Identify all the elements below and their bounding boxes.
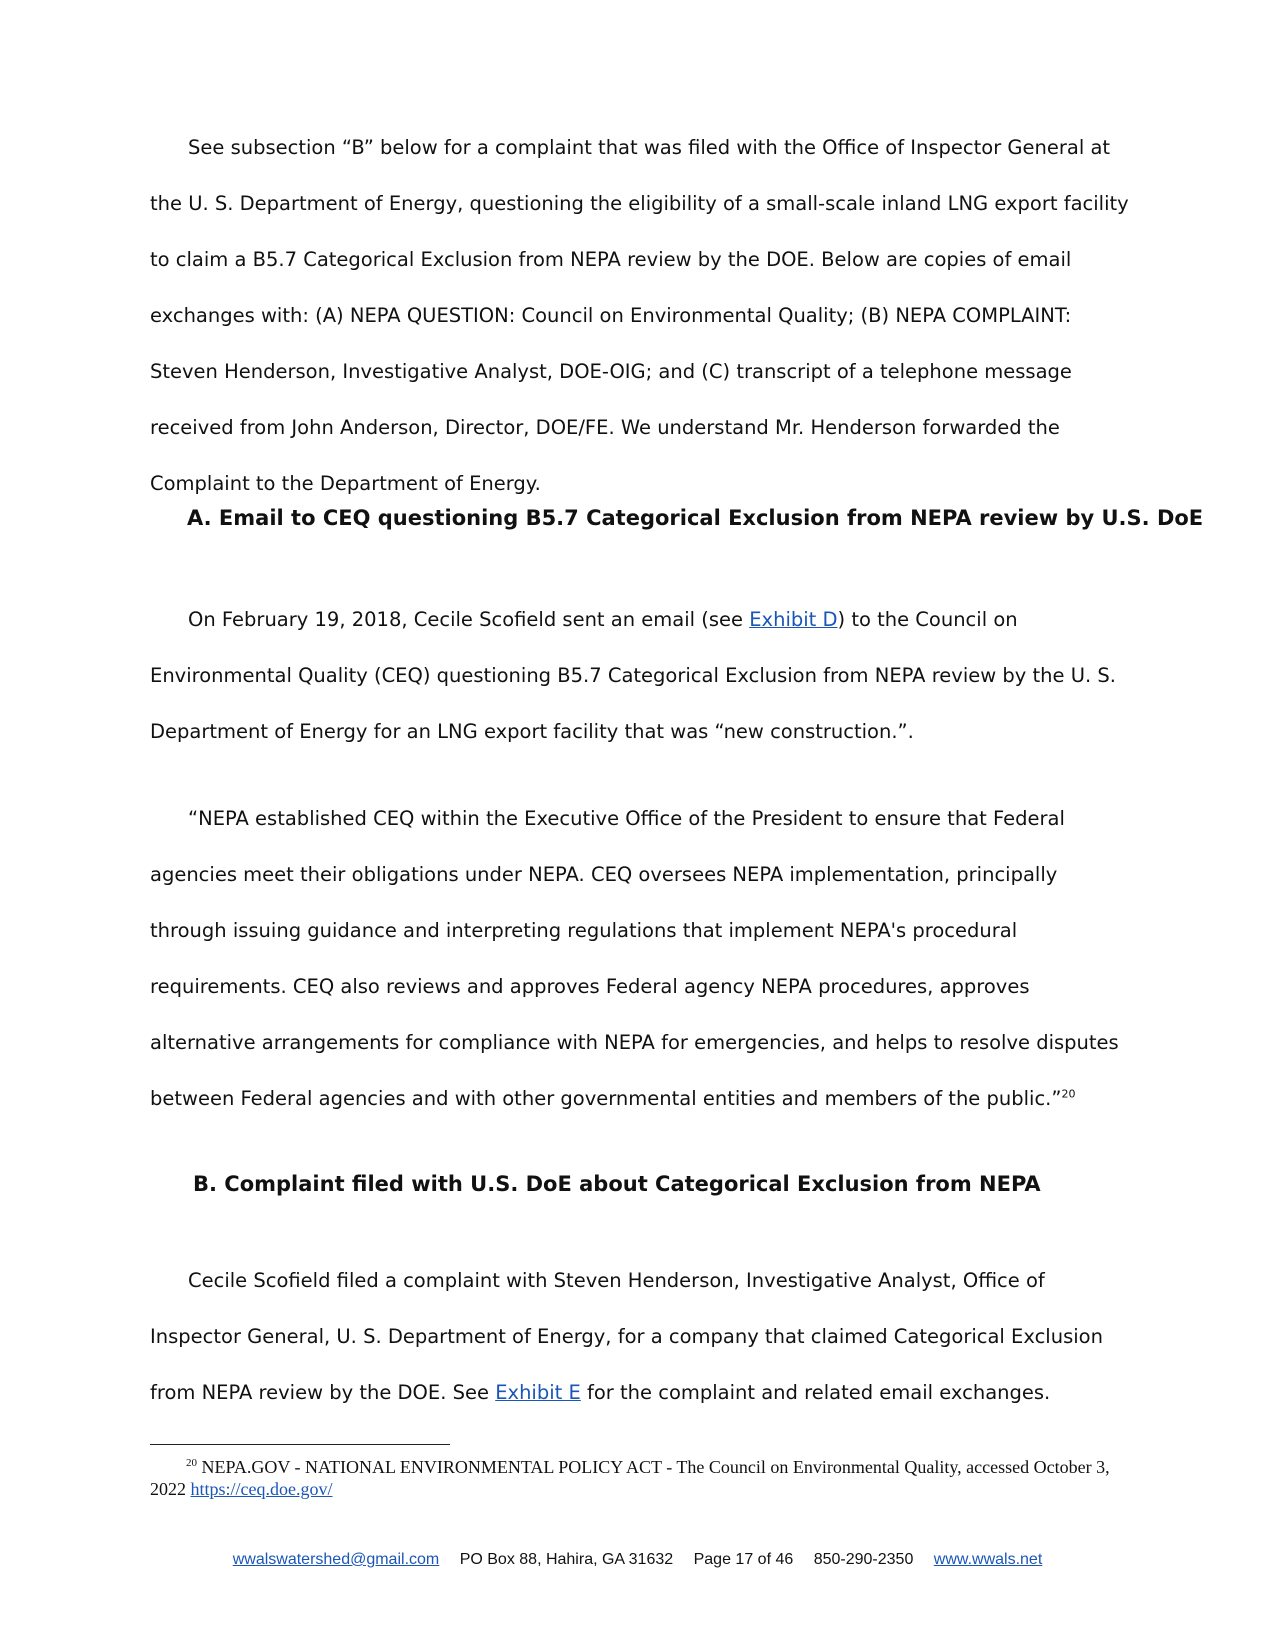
section-a-text-after: ) to the Council on Environmental Quality (CEQ) questioning B5.7 Categorical Exclusion from NEPA review by the U. S. Department of Energy for an LNG export facility that was “new construction.”. (150, 608, 1116, 743)
section-a-heading: A. Email to CEQ questioning B5.7 Categorical Exclusion from NEPA review by U.S. DoE (187, 506, 1204, 530)
exhibit-d-link[interactable]: Exhibit D (749, 608, 838, 631)
footer-address: PO Box 88, Hahira, GA 31632 (459, 1551, 674, 1568)
footer-phone: 850-290-2350 (813, 1551, 914, 1568)
section-b-heading: B. Complaint filed with U.S. DoE about Categorical Exclusion from NEPA (193, 1172, 1041, 1196)
ceq-quote-paragraph (150, 791, 1130, 1127)
footnote-ref-20[interactable]: 20 (1061, 1087, 1076, 1101)
footnote-divider (150, 1444, 450, 1445)
footnote-text: NEPA.GOV - NATIONAL ENVIRONMENTAL POLICY ACT - The Council on Environmental Quality, accessed October 3, 2022 (150, 1457, 1110, 1499)
ceq-quote-text: “NEPA established CEQ within the Executive Office of the President to ensure that Federal agencies meet their obligations under NEPA. CEQ oversees NEPA implementation, principally through issuing guidance and interpreting regulations that implement NEPA's procedural requirements. CEQ also reviews and approves Federal agency NEPA procedures, approves alternative arrangements for compliance with NEPA for emergencies, and helps to resolve disputes between Federal agencies and with other governmental entities and members of the public.” (150, 807, 1119, 1110)
intro-paragraph (150, 120, 1130, 512)
page-footer (0, 1551, 1275, 1569)
footer-page-number: Page 17 of 46 (693, 1551, 794, 1568)
footer-website-link[interactable]: www.wwals.net (933, 1551, 1043, 1568)
exhibit-e-link[interactable]: Exhibit E (495, 1381, 581, 1404)
footer-email-link[interactable]: wwalswatershed@gmail.com (232, 1551, 440, 1568)
footnote-number: 20 (186, 1457, 197, 1469)
section-a-text-before: On February 19, 2018, Cecile Scofield sent an email (see (188, 608, 750, 631)
ceq-url-link[interactable]: https://ceq.doe.gov/ (190, 1479, 333, 1499)
section-b-text-after: for the complaint and related email exchanges. (580, 1381, 1051, 1404)
intro-text: See subsection “B” below for a complaint that was filed with the Office of Inspector General at the U. S. Department of Energy, questioning the eligibility of a small-scale inland LNG export facility to claim a B5.7 Categorical Exclusion from NEPA review by the DOE. Below are copies of email exchanges with: (A) NEPA QUESTION: Council on Environmental Quality; (B) NEPA COMPLAINT: Steven Henderson, Investigative Analyst, DOE-OIG; and (C) transcript of a telephone message received from John Anderson, Director, DOE/FE. We understand Mr. Henderson forwarded the Complaint to the Department of Energy. (150, 136, 1129, 495)
section-b-text-before: Cecile Scofield filed a complaint with Steven Henderson, Investigative Analyst, Office of Inspector General, U. S. Department of Energy, for a company that claimed Categorical Exclusion from NEPA review by the DOE. See (150, 1269, 1103, 1404)
section-a-paragraph (150, 592, 1130, 760)
footnote-20 (150, 1456, 1130, 1500)
section-b-paragraph (150, 1253, 1130, 1421)
